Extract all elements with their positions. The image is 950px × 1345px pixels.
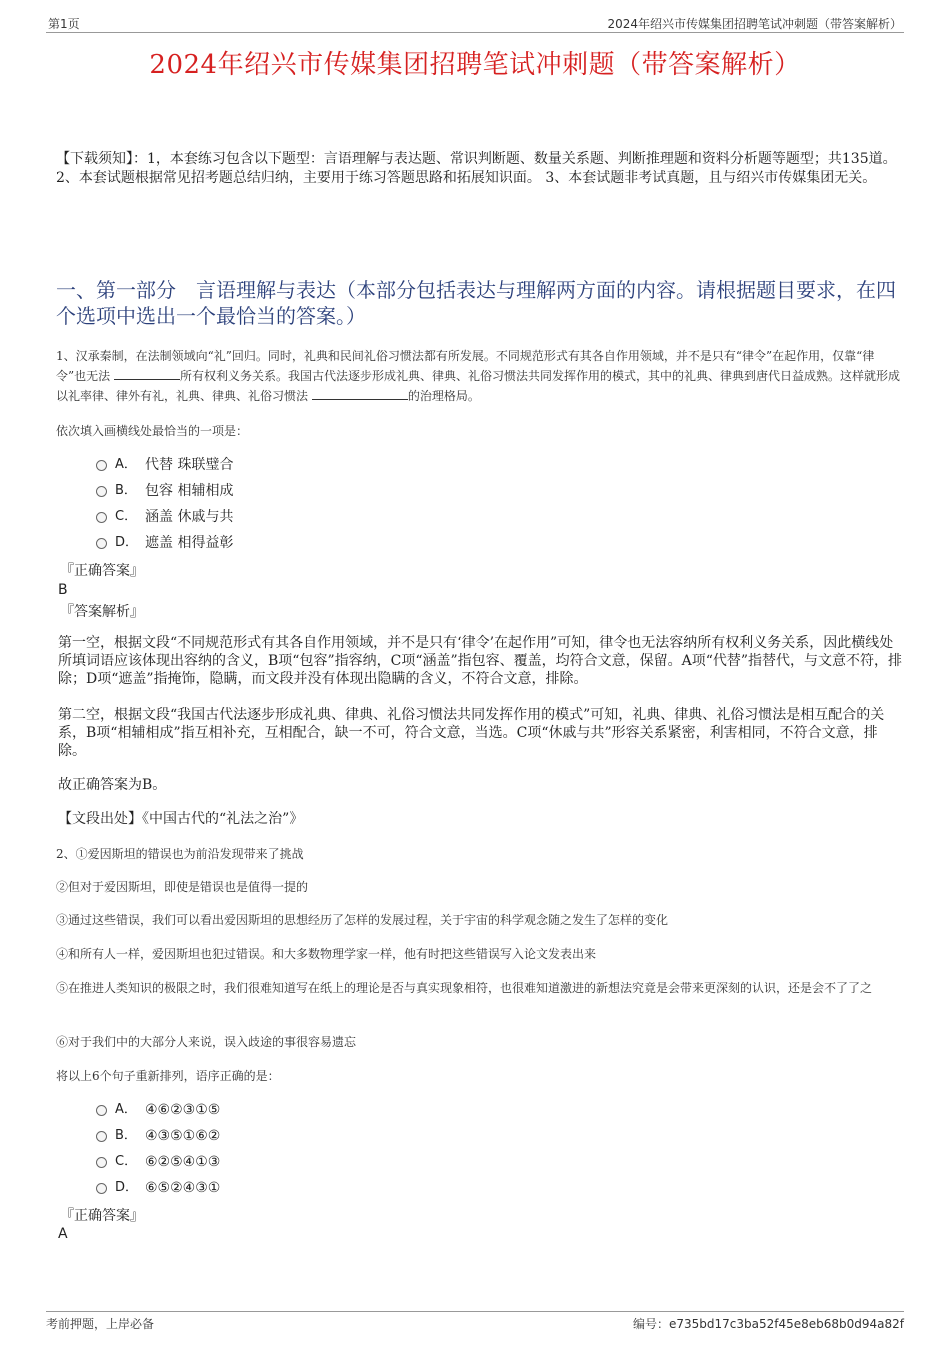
option-letter: A．: [115, 1102, 137, 1117]
footer-slogan: 考前押题，上岸必备: [46, 1317, 155, 1331]
radio-icon[interactable]: [96, 1131, 107, 1142]
analysis-paragraph: 第一空，根据文段“不同规范形式有其各自作用领域，并不是只有‘律令’在起作用”可知，律令也无法容纳所有权利义务关系，因此横线处所填词语应该体现出容纳的含义，B项“包容”指容纳，C项“涵盖”指包容、覆盖，均符合文意，保留。A项“代替”指替代，与文意不符，排除；D项“遮盖”指掩饰，隐瞒，而文段并没有体现出隐瞒的含义，不符合文意，排除。: [58, 635, 903, 687]
question-1-text-part: 所有权利义务关系。我国古代法逐步形成礼典、律典、礼俗习惯法共同发挥作用的模式，其中的礼典、律典到唐代日益成熟。这样就形成以礼率律、律外有礼，礼典、律典、礼俗习惯法: [56, 369, 900, 403]
answer-label: 『正确答案』: [60, 563, 144, 579]
question-1-options: [96, 452, 233, 556]
option-text: ④⑥②③①⑤: [145, 1102, 221, 1118]
analysis-conclusion: 故正确答案为B。: [58, 777, 167, 793]
question-2-sentence: ⑥对于我们中的大部分人来说，误入歧途的事很容易遗忘: [56, 1035, 357, 1049]
option-a[interactable]: [96, 1097, 220, 1123]
radio-icon[interactable]: [96, 1105, 107, 1116]
option-d[interactable]: [96, 530, 233, 556]
option-letter: B．: [115, 1128, 137, 1143]
option-text: 代替 珠联璧合: [145, 457, 234, 473]
option-text: 遮盖 相得益彰: [145, 535, 234, 551]
option-text: 涵盖 休戚与共: [145, 509, 234, 525]
option-letter: D．: [115, 535, 139, 550]
answer-value: A: [58, 1226, 68, 1242]
footer-doc-id: 编号：e735bd17c3ba52f45e8eb68b0d94a82f: [632, 1317, 904, 1331]
option-text: ④③⑤①⑥②: [145, 1128, 221, 1144]
question-2-options: [96, 1097, 220, 1201]
fill-blank: [114, 367, 180, 380]
document-title: 2024年绍兴市传媒集团招聘笔试冲刺题（带答案解析）: [149, 50, 801, 80]
option-letter: D．: [115, 1180, 139, 1195]
option-b[interactable]: [96, 1123, 220, 1149]
page-header: [46, 14, 904, 33]
analysis-paragraph: 第二空，根据文段“我国古代法逐步形成礼典、律典、礼俗习惯法共同发挥作用的模式”可知，礼典、律典、礼俗习惯法是相互配合的关系，B项“相辅相成”指互相补充，互相配合，缺一不可，符合文意，当选。C项“休戚与共”形容关系紧密，利害相同，不符合文意，排除。: [58, 707, 885, 759]
page-footer: [46, 1311, 904, 1332]
question-1-prompt: 依次填入画横线处最恰当的一项是：: [56, 424, 249, 438]
question-2-sentence: 2、①爱因斯坦的错误也为前沿发现带来了挑战: [56, 847, 304, 861]
section-heading: 一、第一部分 言语理解与表达（本部分包括表达与理解两方面的内容。请根据题目要求，在四个选项中选出一个最恰当的答案。）: [56, 278, 896, 328]
download-notice: 【下载须知】：1，本套练习包含以下题型：言语理解与表达题、常识判断题、数量关系题、判断推理题和资料分析题等题型；共135道。 2、本套试题根据常见招考题总结归纳，主要用于练习答题思路和拓展知识面。 3、本套试题非考试真题，且与绍兴市传媒集团无关。: [56, 151, 897, 186]
option-d[interactable]: [96, 1175, 220, 1201]
radio-icon[interactable]: [96, 460, 107, 471]
question-2-prompt: 将以上6个句子重新排列，语序正确的是：: [56, 1069, 280, 1083]
option-text: ⑥⑤②④③①: [145, 1180, 221, 1196]
answer-label: 『正确答案』: [60, 1208, 144, 1224]
source-citation: 【文段出处】《中国古代的“礼法之治”》: [58, 811, 304, 827]
radio-icon[interactable]: [96, 1183, 107, 1194]
radio-icon[interactable]: [96, 486, 107, 497]
analysis-label: 『答案解析』: [60, 604, 144, 620]
radio-icon[interactable]: [96, 512, 107, 523]
fill-blank: [312, 387, 408, 400]
option-letter: B．: [115, 483, 137, 498]
option-c[interactable]: [96, 504, 233, 530]
option-letter: C．: [115, 509, 138, 524]
question-1-text: [56, 346, 904, 406]
option-a[interactable]: [96, 452, 233, 478]
radio-icon[interactable]: [96, 538, 107, 549]
option-c[interactable]: [96, 1149, 220, 1175]
question-2-sentence: ④和所有人一样，爱因斯坦也犯过错误。和大多数物理学家一样，他有时把这些错误写入论文发表出来: [56, 947, 597, 961]
option-letter: A．: [115, 457, 137, 472]
radio-icon[interactable]: [96, 1157, 107, 1168]
question-2-sentence: ②但对于爱因斯坦，即使是错误也是值得一提的: [56, 880, 309, 894]
question-2-sentence: ⑤在推进人类知识的极限之时，我们很难知道写在纸上的理论是否与真实现象相符，也很难知道激进的新想法究竟是会带来更深刻的认识，还是会不了了之: [56, 981, 873, 995]
option-text: 包容 相辅相成: [145, 483, 234, 499]
option-letter: C．: [115, 1154, 138, 1169]
question-1-text-part: 1、汉承秦制，在法制领域向“礼”回归。同时，礼典和民间礼俗习惯法都有所发展。不同规范形式有其各自作用领域，并不是只有“律令”在起作用，仅靠“律令”也无法: [56, 349, 875, 383]
header-doc-title: 2024年绍兴市传媒集团招聘笔试冲刺题（带答案解析）: [607, 17, 902, 31]
option-text: ⑥②⑤④①③: [145, 1154, 221, 1170]
option-b[interactable]: [96, 478, 233, 504]
question-1-text-part: 的治理格局。: [407, 389, 480, 403]
page-number: 第1页: [48, 17, 80, 31]
answer-value: B: [58, 582, 68, 598]
question-2-sentence: ③通过这些错误，我们可以看出爱因斯坦的思想经历了怎样的发展过程，关于宇宙的科学观念随之发生了怎样的变化: [56, 913, 669, 927]
